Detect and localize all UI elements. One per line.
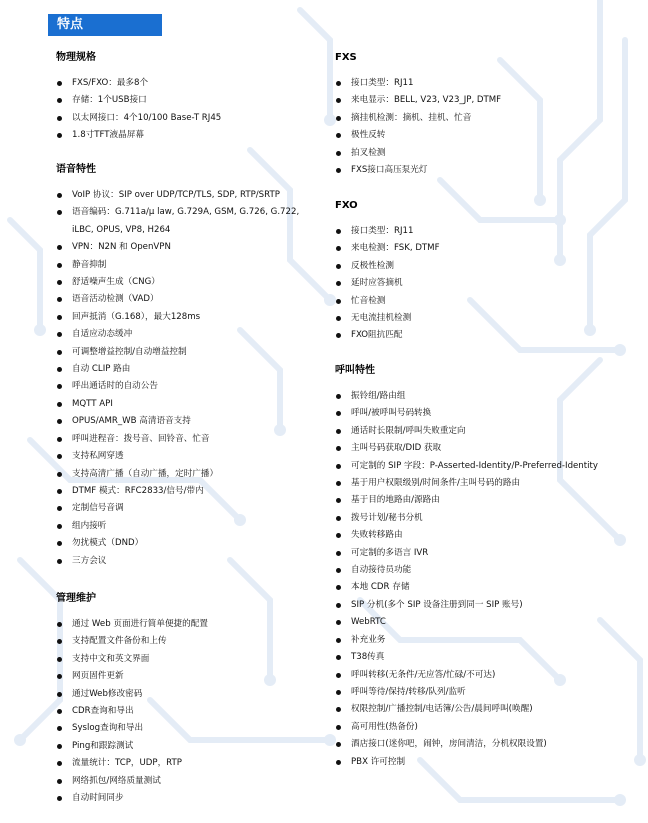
list-item: VoIP 协议：SIP over UDP/TCP/TLS, SDP, RTP/SRTP	[56, 187, 322, 204]
list-item: 失败转移路由	[335, 527, 635, 544]
voice-list	[56, 187, 322, 570]
list-item: 呼叫转移(无条件/无应答/忙碌/不可达)	[335, 667, 635, 684]
list-item: WebRTC	[335, 614, 635, 631]
list-item: 定制信号音调	[56, 500, 322, 517]
list-item: 无电流挂机检测	[335, 310, 635, 327]
list-item: 以太网接口：4个10/100 Base-T RJ45	[56, 110, 322, 127]
list-item: 回声抵消（G.168），最大128ms	[56, 309, 322, 326]
list-item: 组内接听	[56, 518, 322, 535]
list-item: 权限控制/广播控制/电话簿/公告/晨间呼叫(唤醒)	[335, 701, 635, 718]
list-item: FXS接口高压泵光灯	[335, 162, 635, 179]
list-item: 自动接待员功能	[335, 562, 635, 579]
list-item: 通话时长限制/呼叫失败重定向	[335, 423, 635, 440]
list-item: 延时应答摘机	[335, 275, 635, 292]
section-title-physical: 物理规格	[56, 52, 96, 63]
list-item: T38传真	[335, 649, 635, 666]
list-item: 支持私网穿透	[56, 448, 322, 465]
list-item: 酒店接口(迷你吧，闹钟，房间清洁，分机权限设置)	[335, 736, 635, 753]
list-item: 自动时间同步	[56, 790, 322, 807]
list-item: FXO阻抗匹配	[335, 327, 635, 344]
list-item: 支持高清广播（自动广播，定时广播）	[56, 466, 322, 483]
list-item: 通过Web修改密码	[56, 686, 322, 703]
list-item: 忙音检测	[335, 293, 635, 310]
list-item: 存储：1个USB接口	[56, 92, 322, 109]
list-item: 接口类型：RJ11	[335, 223, 635, 240]
list-item: 语音编码：G.711a/μ law, G.729A, GSM, G.726, G.722, iLBC, OPUS, VP8, H264	[56, 204, 322, 239]
list-item: 反极性检测	[335, 258, 635, 275]
list-item: VPN：N2N 和 OpenVPN	[56, 239, 322, 256]
fxs-section	[335, 51, 635, 179]
list-item: 网页固件更新	[56, 668, 322, 685]
list-item: 本地 CDR 存储	[335, 579, 635, 596]
list-item: 来电检测：FSK, DTMF	[335, 240, 635, 257]
list-item: 可调整增益控制/自动增益控制	[56, 344, 322, 361]
list-item: 自动 CLIP 路由	[56, 361, 322, 378]
list-item: 1.8寸TFT液晶屏幕	[56, 127, 322, 144]
physical-specs-section	[56, 51, 322, 145]
list-item: 通过 Web 页面进行简单便捷的配置	[56, 616, 322, 633]
list-item: 高可用性(热备份)	[335, 719, 635, 736]
list-item: 呼叫进程音：拨号音、回铃音、忙音	[56, 431, 322, 448]
call-features-section	[335, 364, 635, 771]
list-item: 摘挂机检测：摘机、挂机、忙音	[335, 110, 635, 127]
list-item: 可定制的多语言 IVR	[335, 545, 635, 562]
list-item: 来电显示：BELL, V23, V23_JP, DTMF	[335, 92, 635, 109]
list-item: 三方会议	[56, 553, 322, 570]
list-item: 语音活动检测（VAD）	[56, 291, 322, 308]
list-item: 补充业务	[335, 632, 635, 649]
list-item: 呼出通话时的自动公告	[56, 378, 322, 395]
list-item: 接口类型：RJ11	[335, 75, 635, 92]
list-item: FXS/FXO：最多8个	[56, 75, 322, 92]
list-item: 自适应动态缓冲	[56, 326, 322, 343]
list-item: 勿扰模式（DND）	[56, 535, 322, 552]
management-list	[56, 616, 322, 807]
list-item: 静音抑制	[56, 257, 322, 274]
physical-list	[56, 75, 322, 145]
list-item: 呼叫等待/保持/转移/队列/监听	[335, 684, 635, 701]
list-item: 网络抓包/网络质量测试	[56, 773, 322, 790]
section-title-voice: 语音特性	[56, 164, 96, 175]
list-item: MQTT API	[56, 396, 322, 413]
list-item: Ping和跟踪测试	[56, 738, 322, 755]
list-item: 拍叉检测	[335, 145, 635, 162]
list-item: 可定制的 SIP 字段：P-Asserted-Identity/P-Preferred-Identity	[335, 458, 635, 475]
management-section	[56, 592, 322, 807]
list-item: 舒适噪声生成（CNG）	[56, 274, 322, 291]
list-item: 支持配置文件备份和上传	[56, 633, 322, 650]
fxo-section	[335, 199, 635, 345]
list-item: OPUS/AMR_WB 高清语音支持	[56, 413, 322, 430]
fxo-list	[335, 223, 635, 345]
call-list	[335, 388, 635, 771]
list-item: 拨号计划/秘书分机	[335, 510, 635, 527]
list-item: 基于用户权限级别/时间条件/主叫号码的路由	[335, 475, 635, 492]
features-title: 特点	[48, 14, 162, 36]
list-item: Syslog查询和导出	[56, 720, 322, 737]
list-item: 流量统计：TCP，UDP，RTP	[56, 755, 322, 772]
list-item: CDR查询和导出	[56, 703, 322, 720]
list-item: 基于目的地路由/源路由	[335, 492, 635, 509]
list-item: 极性反转	[335, 127, 635, 144]
list-item: PBX 许可控制	[335, 754, 635, 771]
fxs-list	[335, 75, 635, 179]
section-title-fxo: FXO	[335, 200, 358, 211]
list-item: DTMF 模式：RFC2833/信号/带内	[56, 483, 322, 500]
list-item: 呼叫/被呼叫号码转换	[335, 405, 635, 422]
list-item: 支持中文和英文界面	[56, 651, 322, 668]
section-title-fxs: FXS	[335, 52, 357, 63]
list-item: 振铃组/路由组	[335, 388, 635, 405]
list-item: SIP 分机(多个 SIP 设备注册到同一 SIP 账号)	[335, 597, 635, 614]
list-item: 主叫号码获取/DID 获取	[335, 440, 635, 457]
section-title-call: 呼叫特性	[335, 365, 375, 376]
section-title-management: 管理维护	[56, 593, 96, 604]
voice-features-section	[56, 163, 322, 570]
